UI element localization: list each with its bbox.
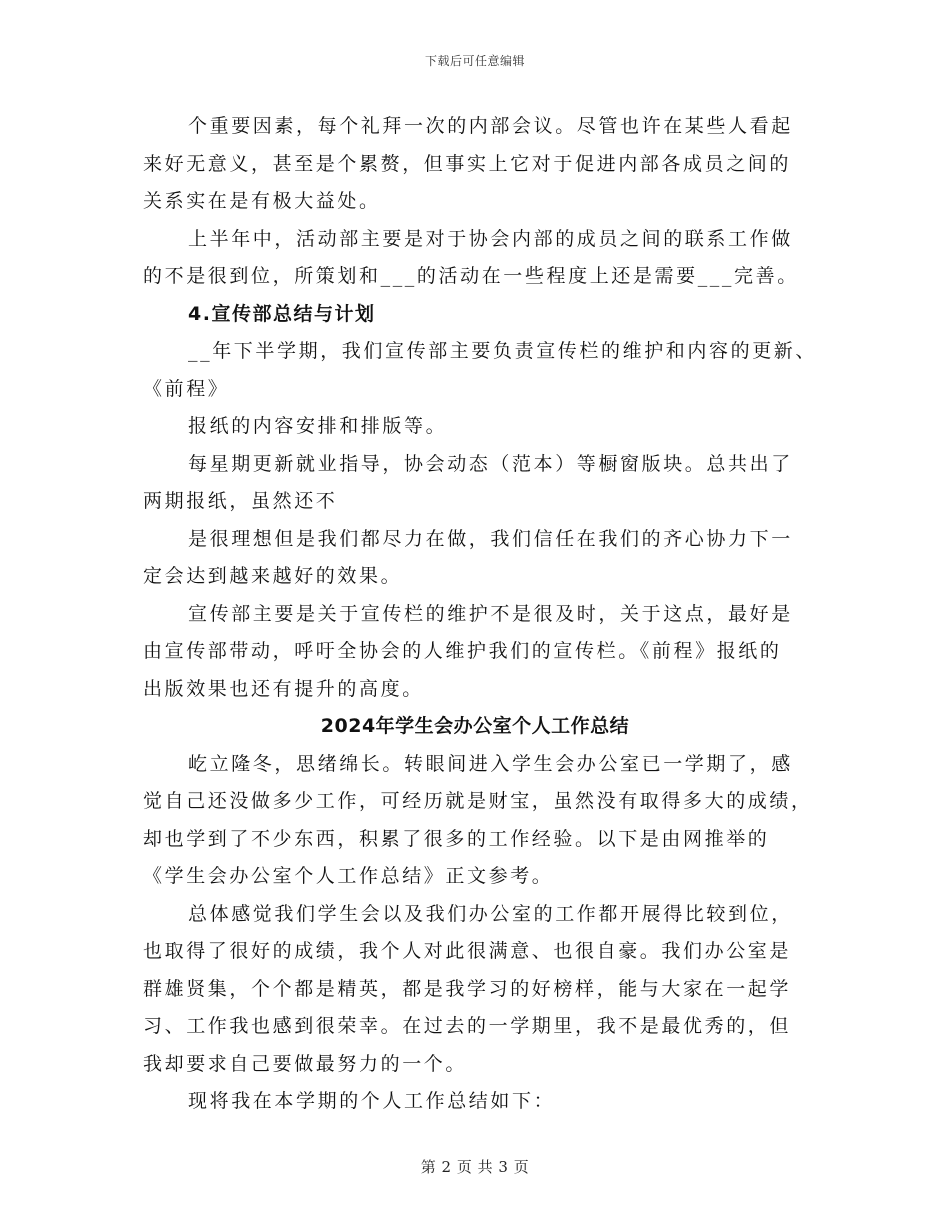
body-line: 关系实在是有极大益处。 (143, 190, 381, 212)
body-line: 报纸的内容安排和排版等。 (188, 415, 448, 437)
body-line: 上半年中，活动部主要是对于协会内部的成员之间的联系工作做 (188, 227, 793, 250)
document-title: 2024年学生会办公室个人工作总结 (320, 715, 630, 737)
body-line: 宣传部主要是关于宣传栏的维护不是很及时，关于这点，最好是 (188, 602, 793, 625)
body-line: 习、工作我也感到很荣幸。在过去的一学期里，我不是最优秀的，但 (143, 1015, 792, 1037)
body-line: 却也学到了不少东西，积累了很多的工作经验。以下是由网推举的 (143, 827, 770, 850)
body-line: 是很理想但是我们都尽力在做，我们信任在我们的齐心协力下一 (188, 527, 793, 550)
body-line: 《学生会办公室个人工作总结》正文参考。 (143, 865, 554, 887)
body-line: 定会达到越来越好的效果。 (143, 565, 403, 587)
body-line: 来好无意义，甚至是个累赘，但事实上它对于促进内部各成员之间的 (143, 152, 792, 175)
body-line: __年下半学期，我们宣传部主要负责宣传栏的维护和内容的更新、 (188, 340, 818, 362)
body-line: 每星期更新就业指导，协会动态（范本）等橱窗版块。总共出了 (188, 452, 793, 475)
body-line: 屹立隆冬，思绪绵长。转眼间进入学生会办公室已一学期了，感 (188, 752, 793, 775)
body-line: 总体感觉我们学生会以及我们办公室的工作都开展得比较到位， (188, 902, 793, 925)
body-line: 现将我在本学期的个人工作总结如下： (188, 1090, 556, 1112)
body-line: 由宣传部带动，呼吁全协会的人维护我们的宣传栏。《前程》报纸的 (143, 640, 782, 662)
body-line: 个重要因素，每个礼拜一次的内部会议。尽管也许在某些人看起 (188, 115, 793, 137)
body-line: 两期报纸，虽然还不 (143, 490, 338, 512)
body-line: 也取得了很好的成绩，我个人对此很满意、也很自豪。我们办公室是 (143, 940, 792, 962)
body-line: 《前程》 (143, 377, 230, 400)
body-line: 觉自己还没做多少工作，可经历就是财宝，虽然没有取得多大的成绩， (143, 790, 813, 812)
page-number-footer: 第 2 页 共 3 页 (420, 1158, 530, 1176)
page-header-note: 下载后可任意编辑 (424, 54, 525, 68)
body-line: 群雄贤集，个个都是精英，都是我学习的好榜样，能与大家在一起学 (143, 977, 792, 1000)
body-line: 的不是很到位，所策划和___的活动在一些程度上还是需要___完善。 (143, 265, 799, 287)
section-heading: 4.宣传部总结与计划 (188, 302, 376, 325)
document-body (143, 108, 818, 1121)
body-line: 我却要求自己要做最努力的一个。 (143, 1052, 468, 1075)
body-line: 出版效果也还有提升的高度。 (143, 677, 424, 700)
